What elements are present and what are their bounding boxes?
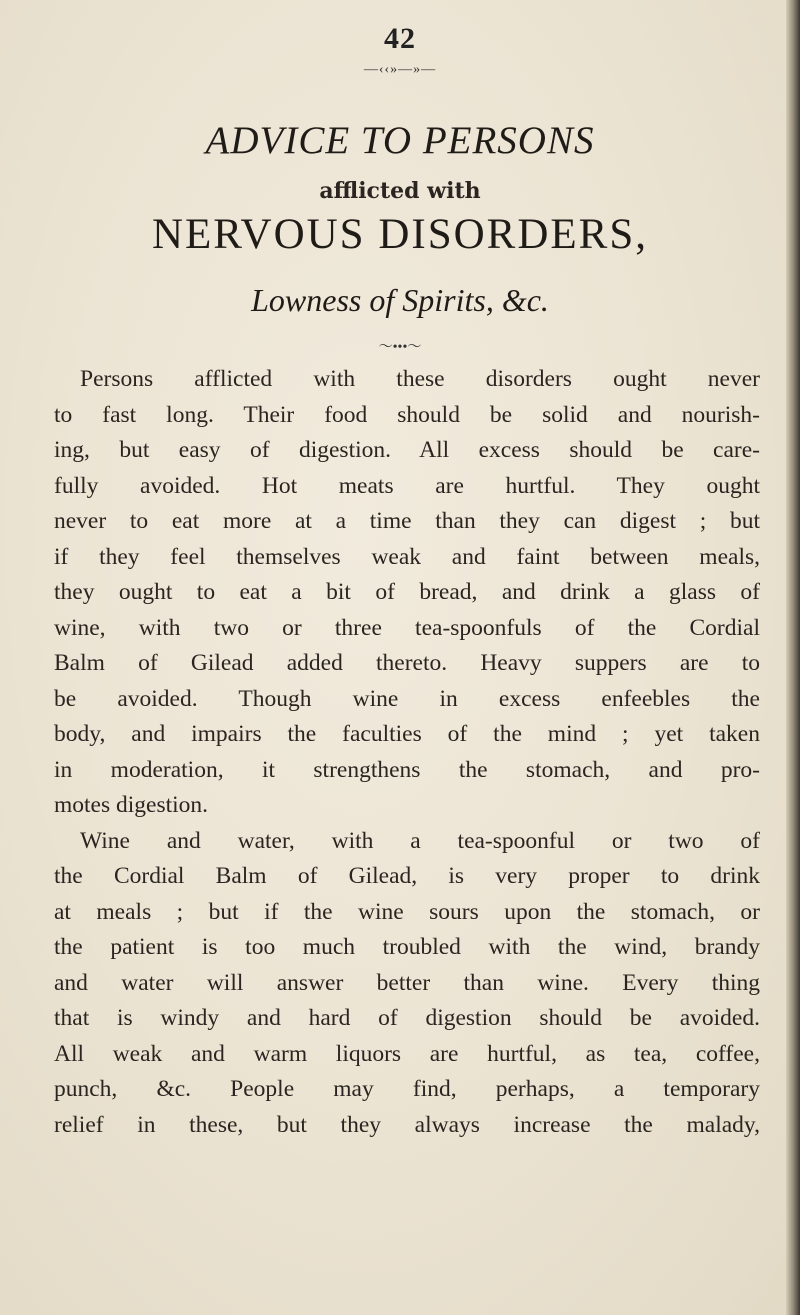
- text-line: be avoided. Though wine in excess enfeebles the: [54, 685, 760, 712]
- text-line: wine, with two or three tea-spoonfuls of the Cordial: [54, 614, 760, 641]
- page-number: 42: [384, 22, 416, 55]
- text-line: All weak and warm liquors are hurtful, as tea, coffee,: [54, 1040, 760, 1067]
- text-line: at meals ; but if the wine sours upon the stomach, or: [54, 898, 760, 925]
- text-line: they ought to eat a bit of bread, and drink a glass of: [54, 579, 760, 605]
- text-line: the patient is too much troubled with the wind, brandy: [54, 934, 760, 960]
- text-line: punch, &c. People may find, perhaps, a temporary: [54, 1076, 760, 1102]
- text-line: Wine and water, with a tea-spoonful or two of: [80, 827, 760, 854]
- text-line: motes digestion.: [54, 792, 209, 818]
- flourish-divider: 〜•••〜: [378, 340, 422, 355]
- text-line: if they feel themselves weak and faint between meals,: [54, 543, 760, 570]
- text-line: Persons afflicted with these disorders ought never: [80, 366, 760, 392]
- section-title: ADVICE TO PERSONS: [205, 119, 595, 162]
- ornament-divider: —‹‹»—»—: [363, 62, 437, 77]
- section-subtitle-italic: Lowness of Spirits, &c.: [251, 282, 549, 318]
- text-line: fully avoided. Hot meats are hurtful. They ought: [54, 472, 760, 499]
- text-line: to fast long. Their food should be solid and nourish-: [54, 401, 760, 428]
- text-line: ing, but easy of digestion. All excess should be care-: [54, 437, 760, 463]
- text-line: that is windy and hard of digestion should be avoided.: [54, 1005, 760, 1031]
- section-subtitle-large: NERVOUS DISORDERS,: [151, 211, 649, 258]
- section-subtitle-small: afflicted with: [319, 178, 481, 204]
- text-line: relief in these, but they always increase the malady,: [54, 1111, 760, 1138]
- text-line: never to eat more at a time than they can digest ; but: [54, 508, 760, 534]
- text-line: and water will answer better than wine. Every thing: [54, 969, 760, 996]
- text-line: in moderation, it strengthens the stomach, and pro-: [54, 756, 760, 783]
- body-text: [54, 362, 760, 1143]
- text-line: body, and impairs the faculties of the mind ; yet taken: [54, 721, 760, 747]
- text-line: Balm of Gilead added thereto. Heavy suppers are to: [54, 650, 760, 676]
- text-line: the Cordial Balm of Gilead, is very proper to drink: [54, 863, 760, 889]
